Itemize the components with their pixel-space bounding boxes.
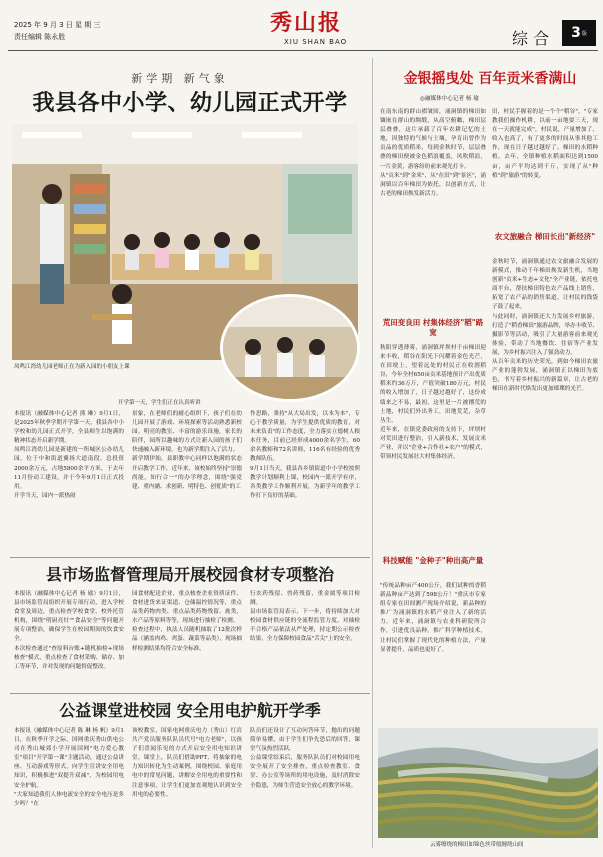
terrace-photo-caption: 云雾缭绕的梯田如锦色丝带般缠绕山间 <box>430 842 524 848</box>
lead-column-3: 作思路，秉持"从大局出发，以本为本"，专心于教学质量，为学生提供优质的教育，对未来负责"的工作态度，全力落实立德树人根本任务，目前已经形成4000余名学生，60余名教师和72名讲师，116名有经验的优秀教师队伍。 9月1日当天，我县各乡镇街道中小学校按照教学计划顺利上课，校园内一派开学有序，各类教学工作顺利开展，为新学年的教学工作打下良好的基础。 <box>250 411 360 499</box>
safety-headline: 公益课堂进校园 安全用电护航开学季 <box>59 701 321 720</box>
right-column-4: "传统品种亩产400公斤，我们试种的香稻新品种亩产达到了598公斤！"重庆市专家组专家在田间测产现场介绍说，新品种的推广为涌洞镇的水稻产业注入了新的活力。近年来，涌洞镇与农业科研院所合作，引进优良品种，推广科学种植技术，让村民们掌握了现代化的种植方法，产量显著提升，品质也更好了。 <box>380 583 486 653</box>
terrace-photo <box>378 728 598 838</box>
safety-column-1: 本报讯（融媒体中心记者 陈 琳 杨 帆）9月1日，在秋季开学之际，国网重庆秀山供电公司在秀山城郊小学开展国网"电力爱心教室"项目"开学第一课"主题活动，通过公益讲座、互动游戏等形式，向学生宣讲安全用电知识，积极推进"双提升双减"，为校园用电安全护航。 "大家知道我们人体电流安全的安全电压是多少吗？"在 <box>14 728 124 807</box>
food-column-2: 园食材配送企业、重点核查企业资质证件、食材进货来证渠道、仓储温控情况等，重点品类药物肉类、重点品类药物残留、禽类、水产品等原料等等，现场进行抽检了检测。 检查过程中，执法人员随机抽取了12批次样品（涵盖肉鸡、鸡蛋、蔬菜等品类），现场抽样检测结果均符合安全标准。 <box>132 591 242 652</box>
lead-kicker: 新学期 新气象 <box>131 72 229 85</box>
right-subhead-3: 农文旅融合 梯田长出"新经济" <box>494 232 596 241</box>
lead-column-2: 景象，在老师们的耐心组织下，孩子们在幼儿园开展了游戏、环境探索等活动熟悉新校园。明亮的教室、丰富的游乐设施，家长的陪伴，园所以趣味的方式让新入园的孩子们快速融入新环境，也为新学期注入了活力。 新学期伊始，县职教中心同样以饱满的状态开启教学工作，近年来，该校始终坚持"崇德尚能，知行合一"的办学理念，围绕"强党建、重内涵、求创新、明特色、创优质"的工 <box>132 411 242 490</box>
right-subhead-1: 荒田变良田 村集体经济"稻"路宽 <box>382 318 484 337</box>
lead-column-1: 本报讯（融媒体中心记者 熊 琳）9月1日，是2025年秋季学期开学第一天，我县各中小学校和幼儿园正式开学，全县师生以饱满的精神状态开启新学期。 凤鸣江湾幼儿园是新建的一所城区公办幼儿园，位于中和街道翼扬大道南段。总投资2000余万元，占地5800余平方米，于去年11月份动工建设，并于今年9月1日正式投用。 开学当天，园内一派热闹 <box>14 411 124 499</box>
food-column-3: 行农药残留、兽药残留、重金属等项目检测。 县市场监管局表示，下一步，将持续加大对校园食材供应链的全流程监管力度，对抽检不合格产品依法从严处理，持定期公示检查结果，全力保障校园食品"舌尖"上的安全。 <box>250 591 360 643</box>
food-column-1: 本报讯（融媒体中心记者 杨 瑜）9月1日，县市场监管局组织开展专项行动，进入学校食堂及周边，重点检查学校食堂、校外托管机构，围绕"明厨亮灶""食品安全"等问题开展专项整治，确保学生在校园期间的饮食安全。 本次检查通过"查原料台账+随机抽检+现场核查"模式，重点检查了食材采购、储存、加工等环节，并对发现的问题督促整改。 <box>14 591 124 670</box>
column-divider <box>372 58 373 848</box>
newspaper-logo-sub: XIU SHAN BAO <box>284 38 348 46</box>
editor-credit: 责任编辑 陈永胜 <box>14 33 66 41</box>
safety-column-2: 该校教室，国家电网重庆电力（秀山）红岩共产党员服务队队员代号"电力老师"，以孩子们喜闻乐见的方式开启安全用电知识讲堂。课堂上，队员们借助PPT、将抽象的电力知识转化为生动案例，围绕校园、家庭用电中的常见问题，讲解安全用电的重要性和注意事项，让学生们更加直观地认识到安全用电的必要性。 <box>132 728 242 798</box>
divider <box>10 693 370 694</box>
divider <box>10 557 370 558</box>
right-subhead-2: 科技赋能 "金种子"种出高产量 <box>382 556 484 565</box>
inset-photo <box>220 294 360 402</box>
header-rule <box>8 50 598 51</box>
lead-headline: 我县各中小学、幼儿园正式开学 <box>32 91 348 116</box>
right-headline: 金银摇曳处 百年贡米香满山 <box>403 71 577 87</box>
lead-photo-caption: 凤鸣江湾幼儿园老师正在为新入园的小朋友上课 <box>14 364 130 370</box>
issue-date: 2025 年 9 月 3 日 星 期 三 <box>14 21 101 29</box>
safety-column-3: 队员们还设计了互动问答环节，抛出的问题简单易懂，由于学生们争先恐后的回答，课堂气氛热烈活跃。 公益课堂结束后，服务队队员们对校园用电安全展开了安全排查，重点检查教室、食堂、办公室等场所的用电设施，及时消除安全隐患，为师生营造安全放心的教学环境。 <box>250 728 360 789</box>
page-number-box <box>562 20 596 46</box>
food-headline: 县市场监督管理局开展校园食材专项整治 <box>45 565 334 584</box>
right-byline: ◎融媒体中心记者 杨 瑜 <box>420 96 479 102</box>
right-column-2: 田，村民手握着的是一个个"稻谷"，"专家教我们操作机耕，以前一亩地要三天，现在一天就能完成"，村民说，产量增加了，收入也高了，有了更多的时间从事其他工作，现在日子越过越好了。梯田的水稻种植，去年，全镇种植水稻面积达到1500亩，亩产平均达到千斤，实现了从"种植"到"旅游"的转变。 <box>492 109 598 179</box>
right-column-5: 金秋时节，涌洞镇通过农文旅融合发展的新模式，推动千年梯田焕发新生机，当地创新"贡米+生态+文化"全产业链，依托电商平台，帮扶梯田特色农产品线上销售，拓宽了农产品的销售渠道，让村民的钱袋子鼓了起来。 与此同时，涌洞镇还大力发展乡村旅游，打造了"稻香梯田"旅游品牌，举办丰收节、摄影节等活动，吸引了大量游客前来观光体验，带动了当地餐饮、住宿等产业发展，为乡村振兴注入了强劲动力。 从百年贡米的历史荣光，到如今梯田农旅产业的蓬勃发展，涌洞镇正以梯田为底色，书写着乡村振兴的新篇章，让古老的梯田在新时代焕发出更加璀璨的光芒。 <box>492 259 598 393</box>
page-unit: 版 <box>581 30 587 37</box>
inset-photo-caption: 开学第一天，学生们正在认真听讲 <box>118 400 201 406</box>
page-number: 3 <box>571 25 581 41</box>
section-name: 综 合 <box>512 29 550 48</box>
right-column-3: 秋阳穿透薄雾，涌洞镇坪坝村千亩梯田迎来丰收，稻谷在阳光下闪耀着金色光芒，在田埂上，望着远处的村民正在收割稻谷，今年全村650亩贡米基地预计产出优质稻米约36万斤，产值突破180万元，村民的收入增加了，日子越过越好了，这份成绩来之不易，最初，这里是一片被撂荒的土地，村民们外出务工，田地荒芜，杂草丛生。 近年来，在镇党委政府的支持下，坪坝村对荒田进行整治，引入新技术，发展贡米产业，并以"企业+合作社+农户"的模式，带领村民发展壮大村集体经济。 <box>380 345 486 461</box>
right-column-1: 在南东南的群山褶皱间，涌洞镇的梯田如镶嵌在群山的绸缎，从高空俯瞰，梯田层层叠叠，这片承载了百年农耕记忆的土地，因独特的气候与土壤，孕育出曾作为贡品的优质稻米，每到金秋时节，层层叠叠的梯田便被金色稻浪覆盖，风吹稻浪，一片金黄，游客纷纷前来观光打卡。 从"贡米"到"金米"，从"在田"到"景区"，涌洞镇以百年梯田为依托，以创新方式，让古老的梯田焕发新活力。 <box>380 109 486 197</box>
newspaper-logo: 秀山报 <box>270 10 343 36</box>
